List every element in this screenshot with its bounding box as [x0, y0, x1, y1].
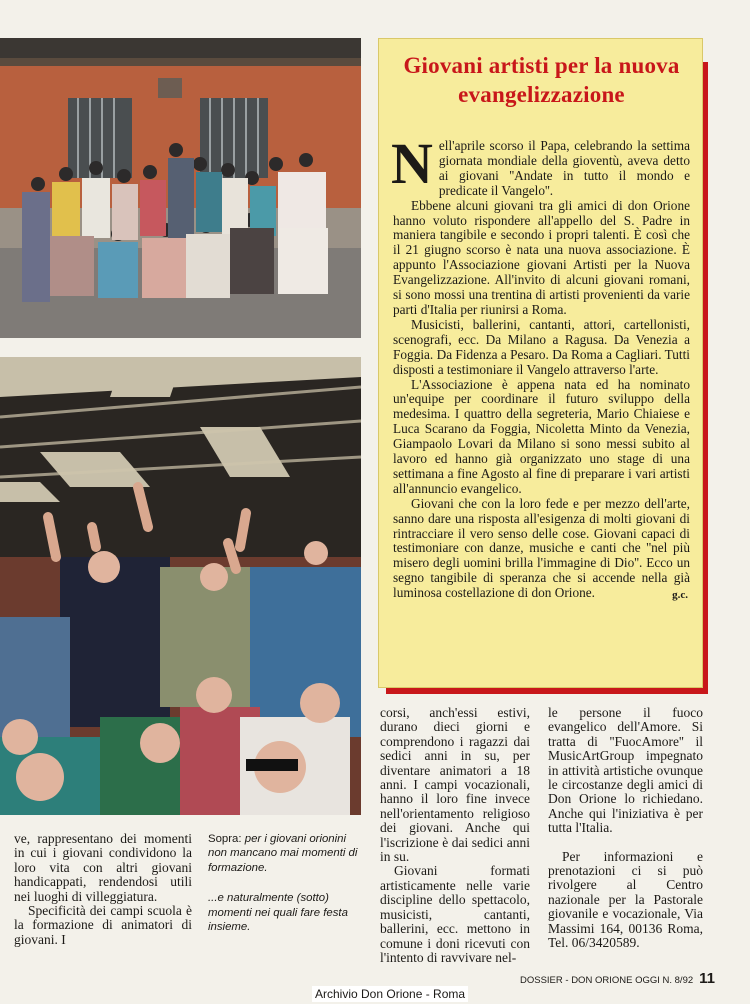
text-column-left: [14, 832, 192, 947]
feature-paragraph: Musicisti, ballerini, cantanti, attori, cartellonisti, scenografi, ecc. Da Milano a Ragusa. Da Venezia a Foggia. Da Fidenza a Pesaro. Da Roma a Cagliari. Tutti disposti a testimoniare il Vangelo attraverso l'arte.: [393, 316, 690, 377]
paragraph: ve, rappresentano dei momenti in cui i giovani condividono la loro vita con altri giovani handicappati, rendendosi utili nei luoghi di villeggiatura.: [14, 831, 192, 904]
text-column-middle: [380, 706, 530, 965]
paragraph: le persone il fuoco evangelico dell'Amore. Si tratta di ''FuocAmore'' il MusicArtGroup impegnato in attività artistiche ovunque le circostanze degli amici di Don Orione lo richiedano. Anche qui l'iniziativa è per tutta l'Italia.: [548, 705, 703, 836]
footer-label: DOSSIER - DON ORIONE OGGI N. 8/92: [520, 975, 694, 986]
paragraph: Per informazioni e prenotazioni ci si può rivolgere al Centro nazionale per la Pastorale giovanile e vocazionale, Via Massimi 164, 00136 Roma, Tel. 06/3420589.: [548, 848, 703, 951]
feature-paragraph: Ebbene alcuni giovani tra gli amici di don Orione hanno voluto rispondere all'appello del S. Padre in maniera tangibile e secondo i propri talenti. È così che il 21 giugno scorso è nata una nuova associazione. È appunto l'Associazione giovani Artisti per la Nuova Evangelizzazione. All'invito di alcuni giovani romani, si sono mossi una trentina di artisti provenienti da varie parti d'Italia per riunirsi a Roma.: [393, 197, 690, 317]
paragraph: Giovani formati artisticamente nelle varie discipline dello spettacolo, musicisti, cantanti, ballerini, ecc. mettono in comune i doni ricevuti con l'intento di ravvivare nel-: [380, 863, 530, 965]
photo-caption: [208, 832, 368, 934]
feature-paragraph: Giovani che con la loro fede e per mezzo dell'arte, sanno dare una risposta all'esigenza di molti giovani di rintracciare il vero senso delle cose. Giovani capaci di testimoniare con danze, musiche e canti che ''nel più misero degli uomini brilla l'immagine di Dio''. Ecco un segno tangibile di speranza che si accende nella già luminosa costellazione di don Orione.: [393, 495, 690, 601]
feature-body: [391, 131, 690, 601]
caption-bottom: ...e naturalmente (sotto) momenti nei quali fare festa insieme.: [208, 892, 348, 934]
feature-paragraph: Nell'aprile scorso il Papa, celebrando la settima giornata mondiale della gioventù, aveva detto ai giovani ''Andate in tutto il mondo e predicate il Vangelo''.: [391, 131, 690, 198]
feature-paragraph: L'Associazione è appena nata ed ha nominato un'equipe per coordinare il futuro sviluppo della medesima. I quattro della segreteria, Mario Chiaiese e Luca Scarano da Foggia, Nicoletta Minto da Venezia, Giampaolo Lovari da Milano si sono messi subito al lavoro ed hanno già organizzato uno stage di una settimana a fine Agosto al fine di preparare i vari artisti all'annuncio evangelico.: [393, 376, 690, 496]
page-number: 11: [699, 970, 716, 987]
group-photo: [0, 38, 361, 338]
paragraph: Specificità dei campi scuola è la formazione di animatori di giovani. I: [14, 903, 192, 947]
feature-title: Giovani artisti per la nuova evangelizzazione: [403, 53, 680, 107]
celebration-photo: [0, 357, 361, 815]
paragraph: corsi, anch'essi estivi, durano dieci giorni e comprendono i ragazzi dai sedici anni in su, per diventare animatori a 18 anni. I campi vocazionali, hanno il loro fine invece nell'orientamento religioso dei giovani. Anche qui l'iscrizione è dai sedici anni in su.: [380, 705, 530, 865]
caption-top: Sopra: per i giovani orionini non mancano mai momenti di formazione.: [208, 833, 358, 874]
feature-box: [378, 38, 703, 688]
text-column-right: [548, 706, 703, 951]
page-footer: [520, 970, 716, 987]
author-signature: g.c.: [672, 589, 688, 602]
archive-watermark: Archivio Don Orione - Roma: [312, 986, 468, 1002]
drop-cap: N: [391, 131, 433, 196]
